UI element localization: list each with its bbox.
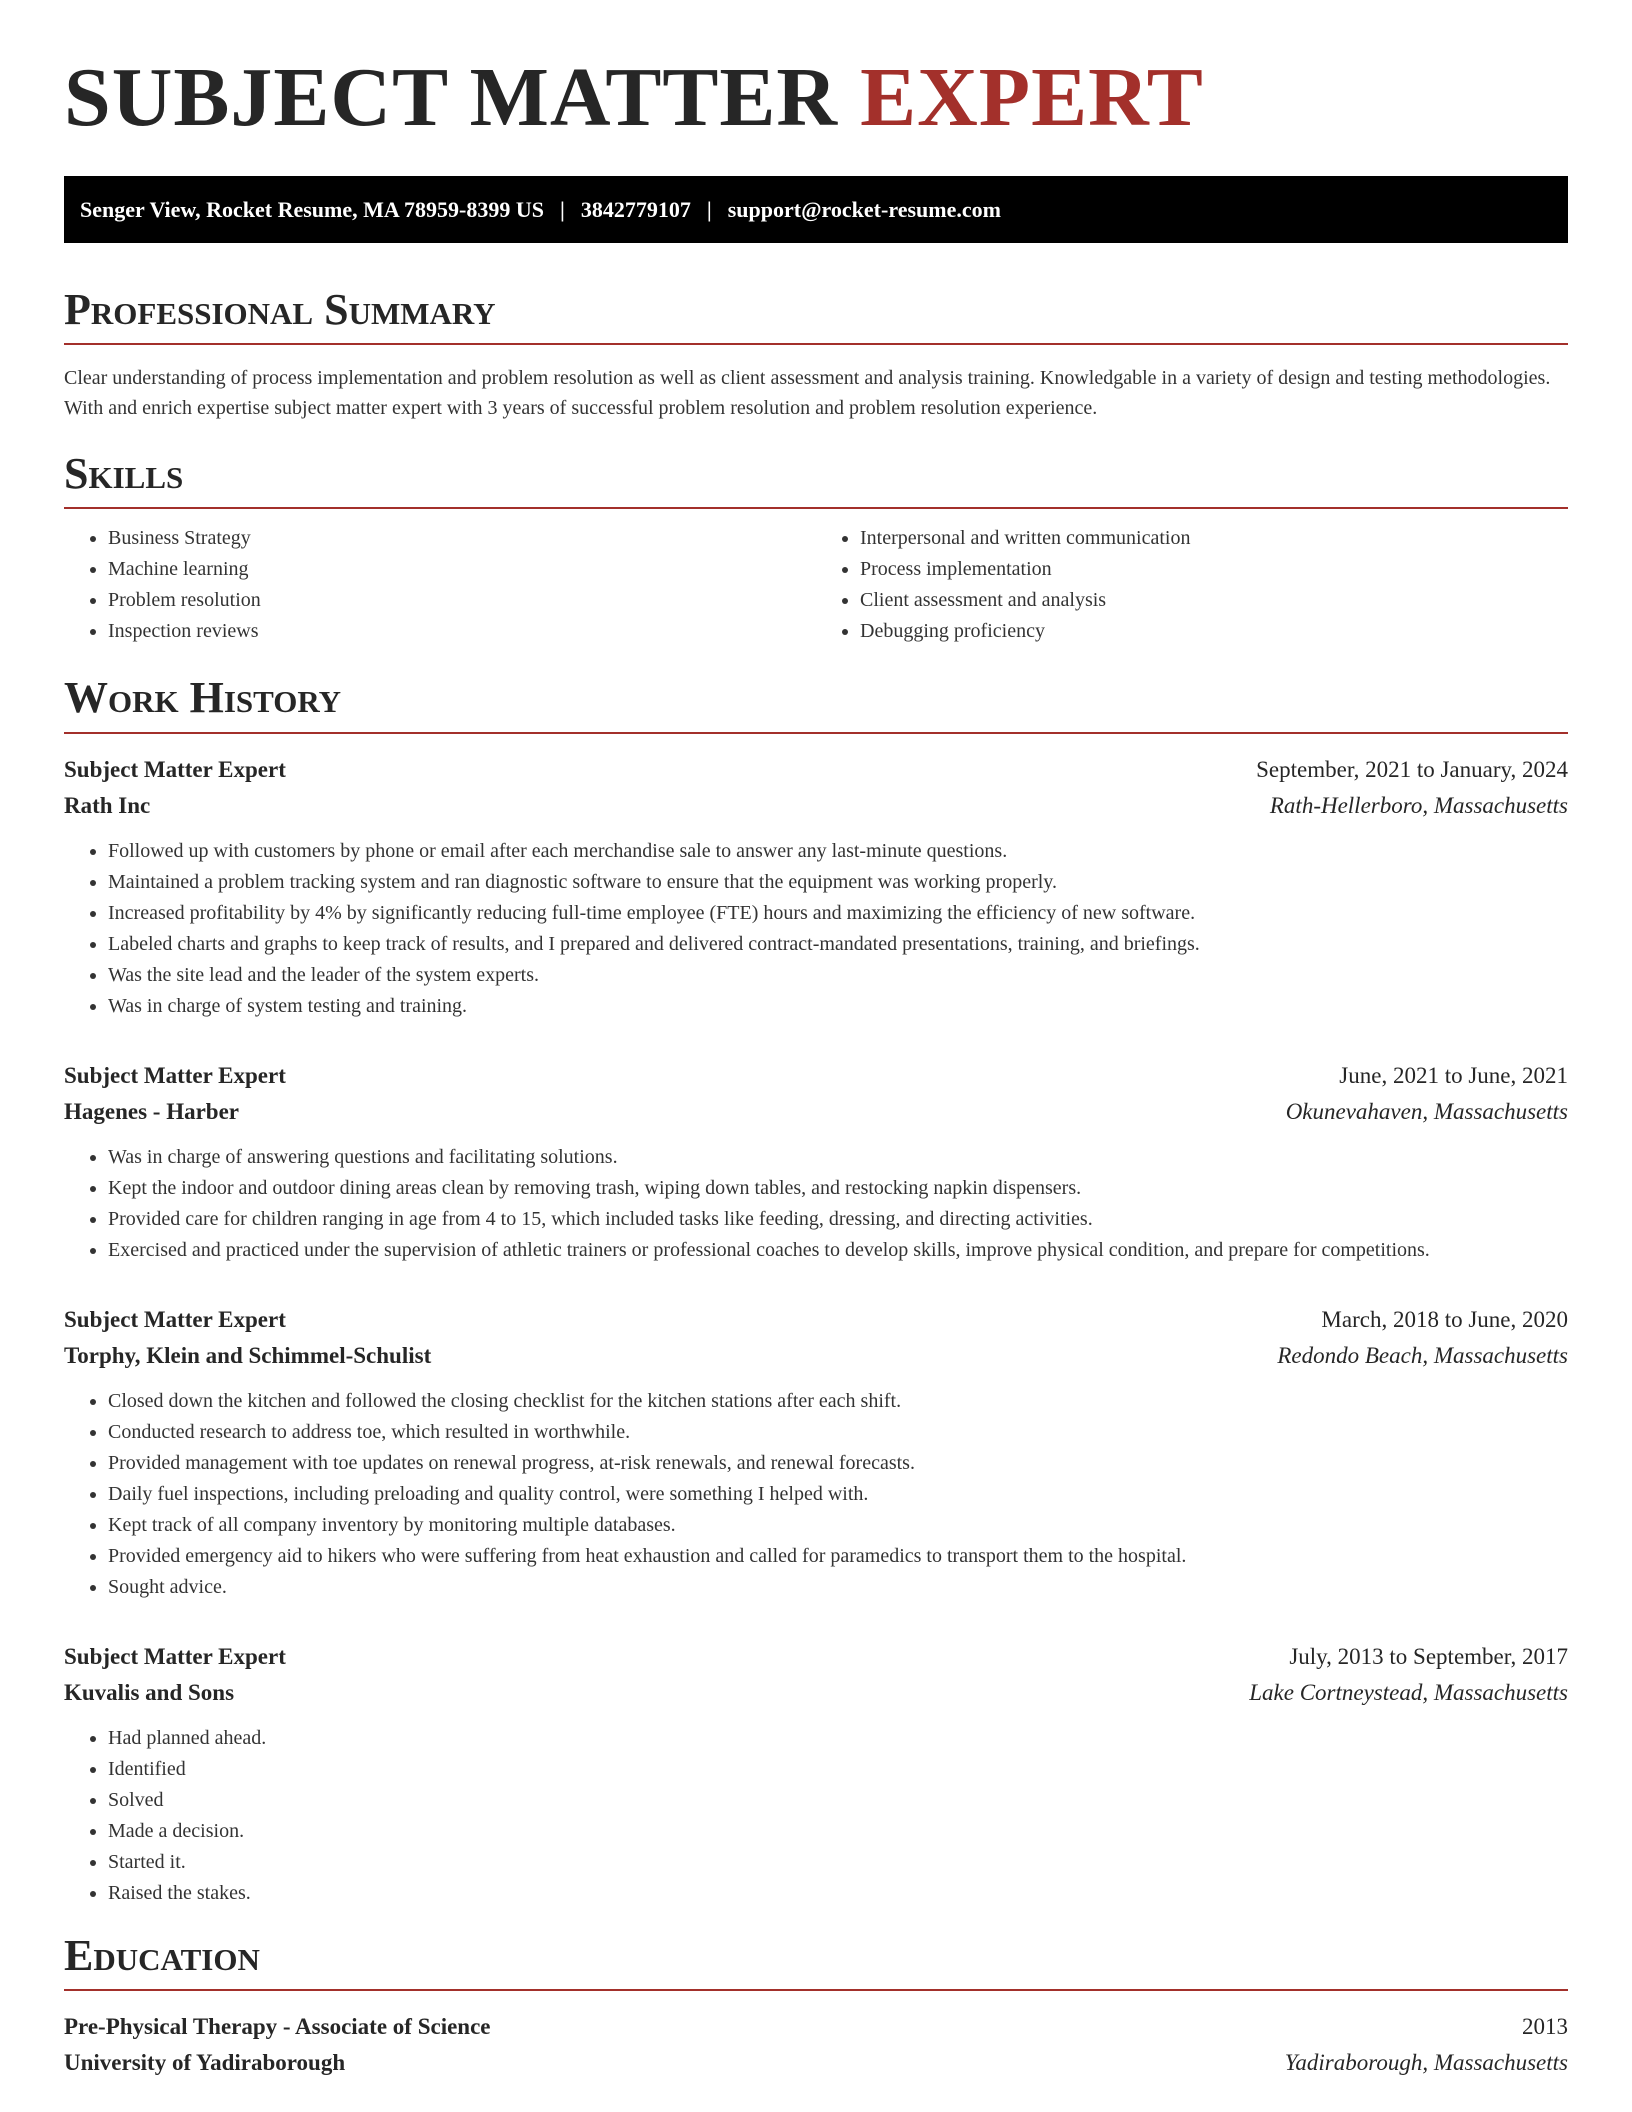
job-company: Kuvalis and Sons	[64, 1679, 235, 1705]
education-entry	[64, 2011, 1568, 2079]
summary-text: Clear understanding of process implementation and problem resolution as well as client assessment and analysis training. Knowledgable in a variety of design and testing methodologies. With and enrich expertise subject matter expert with 3 years of successful problem resolution and problem resolution experience.	[64, 367, 1551, 420]
education-year: 2013	[1522, 2013, 1568, 2039]
skill-item: • Business Strategy	[108, 523, 816, 554]
resume-page	[64, 51, 1568, 2079]
education-degree: Pre-Physical Therapy - Associate of Science	[64, 2013, 491, 2039]
job-bullet: • Exercised and practiced under the supervision of athletic trainers or professional coaches to develop skills, improve physical condition, and prepare for competitions.	[108, 1235, 1568, 1266]
job-bullet: • Provided emergency aid to hikers who were suffering from heat exhaustion and called for paramedics to transport them to the hospital.	[108, 1541, 1568, 1572]
job-bullet: • Daily fuel inspections, including preloading and quality control, were something I helped with.	[108, 1479, 1568, 1510]
job-title: Subject Matter Expert	[64, 756, 286, 782]
skills-left-list	[64, 523, 816, 647]
job-bullets	[64, 1723, 1568, 1909]
skills-columns	[64, 523, 1568, 647]
job-bullet: • Maintained a problem tracking system and ran diagnostic software to ensure that the equipment was working properly.	[108, 867, 1568, 898]
job-bullet: • Followed up with customers by phone or email after each merchandise sale to answer any last-minute questions.	[108, 836, 1568, 867]
contact-separator: |	[706, 196, 712, 222]
job-entry	[64, 754, 1568, 1022]
contact-address: Senger View, Rocket Resume, MA 78959-8399 US	[80, 196, 544, 222]
job-bullet: • Sought advice.	[108, 1572, 1568, 1603]
job-entry	[64, 1304, 1568, 1603]
work-history-section	[64, 675, 1568, 1908]
skill-item: • Debugging proficiency	[860, 616, 1568, 647]
job-bullet: • Had planned ahead.	[108, 1723, 1568, 1754]
name-main: SUBJECT MATTER	[64, 51, 839, 144]
job-dates: July, 2013 to September, 2017	[1289, 1643, 1568, 1669]
contact-bar	[64, 176, 1568, 243]
job-bullet: • Was in charge of answering questions and facilitating solutions.	[108, 1142, 1568, 1173]
skill-item: • Process implementation	[860, 554, 1568, 585]
education-section	[64, 1930, 1568, 2079]
job-bullet: • Closed down the kitchen and followed the closing checklist for the kitchen stations after each shift.	[108, 1386, 1568, 1417]
name-accent: EXPERT	[860, 51, 1204, 144]
contact-email: support@rocket-resume.com	[727, 196, 1001, 222]
skills-right-list	[816, 523, 1568, 647]
job-bullet: • Provided care for children ranging in age from 4 to 15, which included tasks like feeding, dressing, and directing activities.	[108, 1204, 1568, 1235]
education-school: University of Yadiraborough	[64, 2049, 346, 2075]
skill-item: • Machine learning	[108, 554, 816, 585]
job-location: Redondo Beach, Massachusetts	[1277, 1342, 1568, 1368]
skill-item: • Client assessment and analysis	[860, 585, 1568, 616]
job-dates: March, 2018 to June, 2020	[1321, 1306, 1568, 1332]
job-bullet: • Increased profitability by 4% by significantly reducing full-time employee (FTE) hours and maximizing the efficiency of new software.	[108, 898, 1568, 929]
summary-heading: Professional Summary	[64, 287, 1568, 345]
job-title: Subject Matter Expert	[64, 1062, 286, 1088]
job-bullets	[64, 836, 1568, 1022]
contact-phone: 3842779107	[580, 196, 691, 222]
skills-section	[64, 451, 1568, 647]
job-company: Torphy, Klein and Schimmel-Schulist	[64, 1342, 432, 1368]
job-bullet: • Raised the stakes.	[108, 1878, 1568, 1909]
skills-heading: Skills	[64, 451, 1568, 509]
job-bullet: • Conducted research to address toe, which resulted in worthwhile.	[108, 1417, 1568, 1448]
skill-item: • Problem resolution	[108, 585, 816, 616]
job-bullets	[64, 1142, 1568, 1266]
job-entry	[64, 1641, 1568, 1909]
job-bullet: • Was the site lead and the leader of the system experts.	[108, 960, 1568, 991]
job-bullet: • Kept track of all company inventory by monitoring multiple databases.	[108, 1510, 1568, 1541]
skill-item: • Inspection reviews	[108, 616, 816, 647]
job-dates: September, 2021 to January, 2024	[1256, 756, 1568, 782]
job-entry	[64, 1060, 1568, 1266]
job-location: Lake Cortneystead, Massachusetts	[1249, 1679, 1568, 1705]
resume-name	[64, 51, 1568, 144]
job-bullets	[64, 1386, 1568, 1603]
job-location: Okunevahaven, Massachusetts	[1285, 1098, 1568, 1124]
job-bullet: • Was in charge of system testing and training.	[108, 991, 1568, 1022]
job-bullet: • Started it.	[108, 1847, 1568, 1878]
job-bullet: • Kept the indoor and outdoor dining areas clean by removing trash, wiping down tables, and restocking napkin dispensers.	[108, 1173, 1568, 1204]
job-title: Subject Matter Expert	[64, 1643, 286, 1669]
education-heading: Education	[64, 1933, 1568, 1991]
work-history-heading: Work History	[64, 675, 1568, 733]
job-bullet: • Identified	[108, 1754, 1568, 1785]
education-location: Yadiraborough, Massachusetts	[1284, 2049, 1568, 2075]
job-dates: June, 2021 to June, 2021	[1339, 1062, 1568, 1088]
summary-section	[64, 287, 1568, 423]
job-title: Subject Matter Expert	[64, 1306, 286, 1332]
contact-separator: |	[560, 196, 565, 222]
job-bullet: • Solved	[108, 1785, 1568, 1816]
job-bullet: • Provided management with toe updates on renewal progress, at-risk renewals, and renewal forecasts.	[108, 1448, 1568, 1479]
job-company: Rath Inc	[64, 792, 151, 818]
skill-item: • Interpersonal and written communication	[860, 523, 1568, 554]
job-bullet: • Labeled charts and graphs to keep track of results, and I prepared and delivered contract-mandated presentations, training, and briefings.	[108, 929, 1568, 960]
job-company: Hagenes - Harber	[64, 1098, 240, 1124]
job-location: Rath-Hellerboro, Massachusetts	[1269, 792, 1568, 818]
job-bullet: • Made a decision.	[108, 1816, 1568, 1847]
